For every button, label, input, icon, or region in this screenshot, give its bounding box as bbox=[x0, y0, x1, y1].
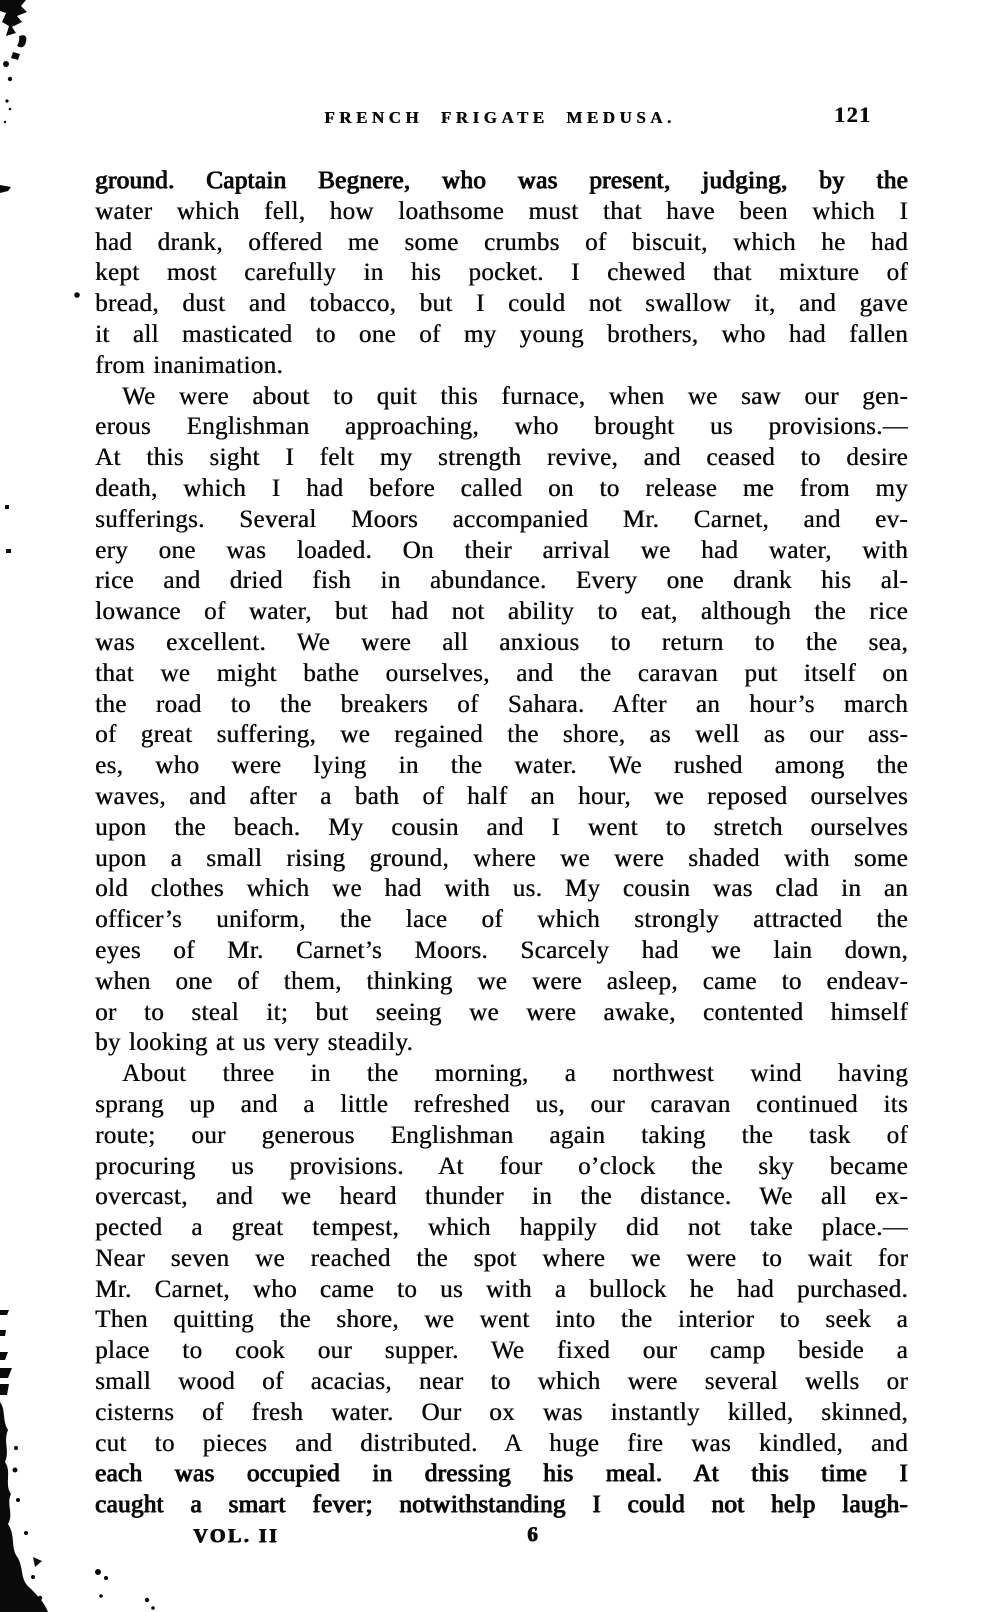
text-line: water which fell, how loathsome must that have been which I bbox=[95, 197, 908, 225]
text-line: or to steal it; but seeing we were awake, contented himself bbox=[95, 998, 908, 1026]
left-margin-marks bbox=[0, 185, 80, 553]
text-line: officer’s uniform, the lace of which strongly attracted the bbox=[95, 906, 908, 934]
text-line: death, which I had before called on to release me from my bbox=[95, 474, 908, 502]
text-line: was excellent. We were all anxious to return to the sea, bbox=[95, 628, 908, 656]
text-line: ground. Captain Begnere, who was present, judging, by the bbox=[95, 167, 908, 194]
text-line: bread, dust and tobacco, but I could not swallow it, and gave bbox=[95, 290, 908, 318]
text-line: overcast, and we heard thunder in the distance. We all ex- bbox=[95, 1183, 908, 1211]
running-title: FRENCH FRIGATE MEDUSA. bbox=[324, 108, 676, 127]
text-line: erous Englishman approaching, who brought us provisions.— bbox=[95, 413, 908, 441]
text-line: waves, and after a bath of half an hour, we reposed ourselves bbox=[95, 782, 908, 810]
text-line: rice and dried fish in abundance. Every one drank his al- bbox=[95, 567, 908, 595]
text-line: es, who were lying in the water. We rushed among the bbox=[95, 752, 908, 780]
text-line: place to cook our supper. We fixed our camp beside a bbox=[95, 1337, 908, 1365]
paragraph-3 bbox=[95, 1059, 908, 1521]
text-line: Mr. Carnet, who came to us with a bullock he had purchased. bbox=[95, 1275, 908, 1303]
paragraph-2 bbox=[95, 382, 908, 1060]
text-line: the road to the breakers of Sahara. After an hour’s march bbox=[95, 690, 908, 718]
text-line: from inanimation. bbox=[95, 351, 283, 379]
text-line: cisterns of fresh water. Our ox was instantly killed, skinned, bbox=[95, 1398, 908, 1426]
text-line: ery one was loaded. On their arrival we had water, with bbox=[95, 536, 908, 564]
text-line: caught a smart fever; notwithstanding I could not help laugh- bbox=[95, 1491, 908, 1519]
body-text bbox=[95, 166, 908, 1521]
signature-number: 6 bbox=[527, 1522, 538, 1546]
page-number: 121 bbox=[834, 102, 872, 127]
text-line: sufferings. Several Moors accompanied Mr. Carnet, and ev- bbox=[95, 505, 908, 533]
text-line: each was occupied in dressing his meal. At this time I bbox=[95, 1460, 908, 1488]
text-line: of great suffering, we regained the shore, as well as our ass- bbox=[95, 721, 908, 749]
text-line: pected a great tempest, which happily did not take place.— bbox=[95, 1214, 908, 1242]
text-line: old clothes which we had with us. My cousin was clad in an bbox=[95, 875, 908, 903]
text-line: Near seven we reached the spot where we were to wait for bbox=[95, 1244, 908, 1272]
text-line: kept most carefully in his pocket. I chewed that mixture of bbox=[95, 259, 908, 287]
text-line: when one of them, thinking we were asleep, came to endeav- bbox=[95, 967, 908, 995]
text-line: eyes of Mr. Carnet’s Moors. Scarcely had we lain down, bbox=[95, 936, 908, 964]
text-line: cut to pieces and distributed. A huge fire was kindled, and bbox=[95, 1429, 908, 1457]
text-line: by looking at us very steadily. bbox=[95, 1029, 414, 1057]
volume-label: VOL. II bbox=[193, 1525, 280, 1547]
text-line: sprang up and a little refreshed us, our caravan continued its bbox=[95, 1090, 908, 1118]
text-line: small wood of acacias, near to which were several wells or bbox=[95, 1368, 908, 1396]
text-line: procuring us provisions. At four o’clock the sky became bbox=[95, 1152, 908, 1180]
text-line: lowance of water, but had not ability to eat, although the rice bbox=[95, 598, 908, 626]
text-line: Then quitting the shore, we went into the interior to seek a bbox=[95, 1306, 908, 1334]
text-line: it all masticated to one of my young brothers, who had fallen bbox=[95, 320, 908, 348]
text-line: At this sight I felt my strength revive, and ceased to desire bbox=[95, 444, 908, 472]
text-line: had drank, offered me some crumbs of biscuit, which he had bbox=[95, 228, 908, 256]
text-line: that we might bathe ourselves, and the caravan put itself on bbox=[95, 659, 908, 687]
top-left-ink-blotch bbox=[0, 0, 27, 123]
text-line: upon a small rising ground, where we were shaded with some bbox=[95, 844, 908, 872]
text-line: route; our generous Englishman again taking the task of bbox=[95, 1121, 908, 1149]
text-line: upon the beach. My cousin and I went to stretch ourselves bbox=[95, 813, 908, 841]
text-line: We were about to quit this furnace, when we saw our gen- bbox=[122, 382, 908, 410]
paragraph-1 bbox=[95, 166, 908, 382]
text-line: About three in the morning, a northwest wind having bbox=[122, 1060, 908, 1088]
